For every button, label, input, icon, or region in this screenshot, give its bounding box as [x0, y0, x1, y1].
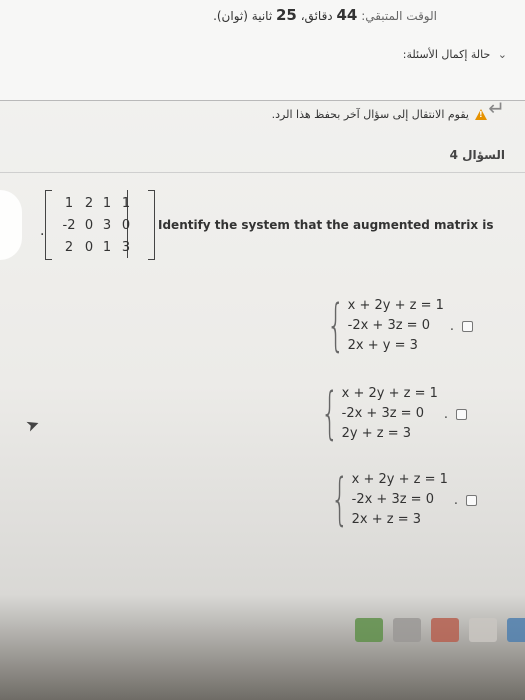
- matrix-cell: 2: [84, 195, 94, 211]
- timer-minutes: 44: [336, 6, 358, 24]
- equation: 2x + y = 3: [347, 338, 418, 353]
- timer-seconds: 25: [275, 6, 297, 24]
- taskbar-app-icon[interactable]: [393, 618, 421, 642]
- matrix-grid: [57, 192, 147, 258]
- option-checkbox[interactable]: [466, 495, 477, 506]
- brace-icon: {: [326, 293, 345, 358]
- equation: x + 2y + z = 1: [347, 298, 444, 313]
- question-prompt: Identify the system that the augmented matrix is: [158, 218, 494, 232]
- brace-icon: {: [320, 381, 339, 446]
- equation: -2x + 3z = 0: [351, 492, 434, 507]
- equation: 2x + z = 3: [351, 512, 422, 527]
- equation-system: [342, 384, 438, 444]
- matrix-left-bracket: [45, 190, 52, 260]
- matrix-cell: 1: [102, 195, 112, 211]
- matrix-cell: 0: [121, 217, 131, 233]
- completion-status-label: حالة إكمال الأسئلة:: [402, 48, 491, 61]
- glare: [0, 190, 22, 260]
- timer-seconds-label: ثانية: [251, 9, 273, 23]
- taskbar-app-icon[interactable]: [507, 618, 525, 642]
- matrix-cell: 1: [121, 195, 131, 211]
- save-warning-text: يقوم الانتقال إلى سؤال آخر بحفظ هذا الرد.: [271, 108, 469, 121]
- matrix-cell: 3: [121, 239, 131, 255]
- time-remaining: [213, 6, 437, 24]
- equation-system: [348, 296, 444, 356]
- divider: [0, 172, 525, 173]
- matrix-cell: 0: [84, 239, 94, 255]
- matrix-cell: 1: [64, 195, 74, 211]
- augmented-matrix: [45, 190, 155, 260]
- bullet-dot: .: [453, 492, 459, 508]
- answer-option-2[interactable]: [312, 381, 467, 446]
- bullet-dot: .: [443, 406, 449, 422]
- completion-status-toggle[interactable]: [403, 48, 507, 61]
- option-checkbox[interactable]: [462, 321, 473, 332]
- matrix-cell: 2: [64, 239, 74, 255]
- warning-icon: [475, 109, 487, 120]
- matrix-cell: 0: [84, 217, 94, 233]
- return-arrow-icon: ↵: [488, 96, 505, 120]
- mouse-cursor-icon: ➤: [23, 413, 43, 436]
- matrix-cell: 3: [102, 217, 112, 233]
- matrix-cell: -2: [62, 217, 76, 233]
- option-checkbox[interactable]: [456, 409, 467, 420]
- timer-minutes-label: دقائق،: [300, 9, 333, 23]
- matrix-cell: 1: [102, 239, 112, 255]
- bullet-dot: .: [40, 223, 45, 239]
- matrix-right-bracket: [148, 190, 155, 260]
- equation: -2x + 3z = 0: [341, 406, 424, 421]
- timer-prefix: الوقت المتبقي:: [361, 9, 437, 23]
- save-warning: [272, 108, 487, 121]
- equation: 2y + z = 3: [341, 426, 412, 441]
- equation: x + 2y + z = 1: [341, 386, 438, 401]
- taskbar-app-icon[interactable]: [469, 618, 497, 642]
- taskbar-app-icon[interactable]: [431, 618, 459, 642]
- brace-icon: {: [330, 467, 349, 532]
- taskbar-app-icon[interactable]: [355, 618, 383, 642]
- question-number: السؤال 4: [449, 148, 505, 162]
- chevron-down-icon: ⌄: [497, 48, 507, 61]
- answer-option-3[interactable]: [322, 467, 477, 532]
- equation: -2x + 3z = 0: [347, 318, 430, 333]
- bullet-dot: .: [449, 318, 455, 334]
- equation: x + 2y + z = 1: [351, 472, 448, 487]
- taskbar: [355, 618, 525, 642]
- equation-system: [352, 470, 448, 530]
- timer-seconds-suffix: (ثوان).: [213, 9, 248, 23]
- answer-option-1[interactable]: [318, 293, 473, 358]
